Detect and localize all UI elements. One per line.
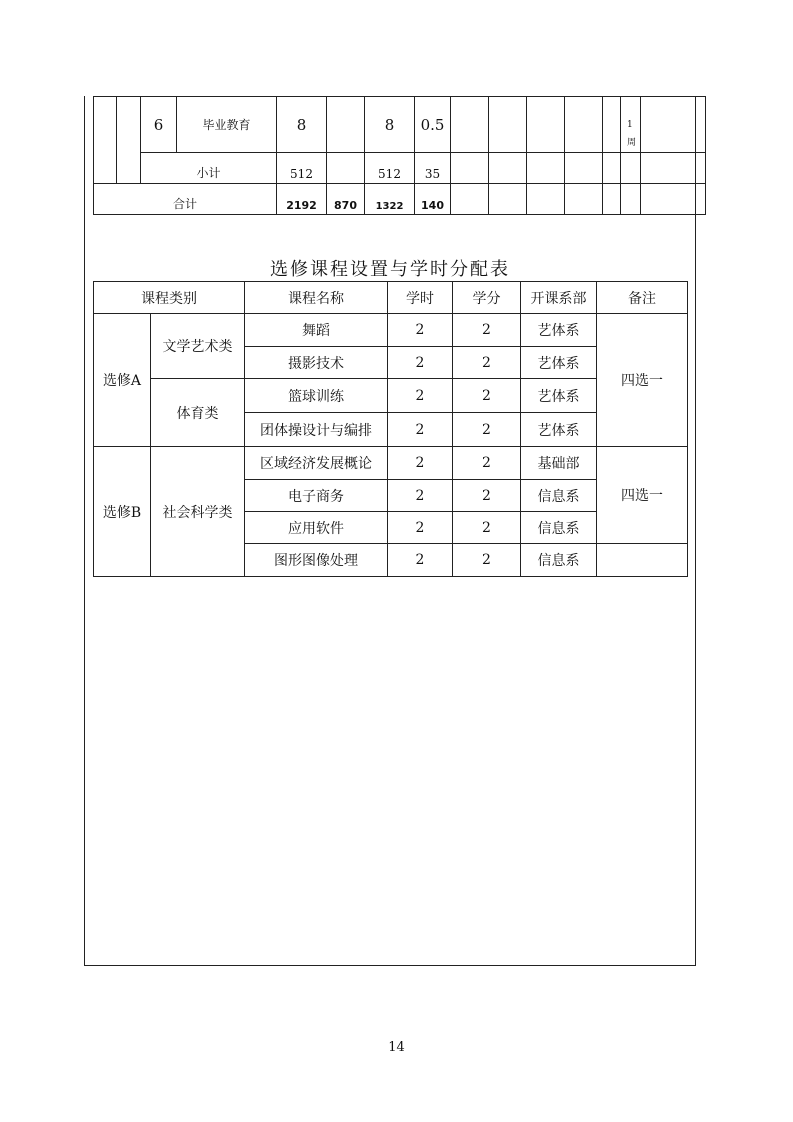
subtotal-total: 512 xyxy=(277,153,327,184)
course-name: 团体操设计与编排 xyxy=(245,413,388,447)
course-dept: 信息系 xyxy=(521,512,597,544)
course-hours: 2 xyxy=(388,347,453,379)
header-credit: 学分 xyxy=(453,282,521,314)
course-hours: 2 xyxy=(388,379,453,413)
subtotal-practice: 512 xyxy=(365,153,415,184)
course-credit: 2 xyxy=(453,544,521,577)
course-dept: 艺体系 xyxy=(521,347,597,379)
practice-hours-cell: 8 xyxy=(365,97,415,153)
course-name: 篮球训练 xyxy=(245,379,388,413)
group-label: 选修B xyxy=(94,447,151,577)
group-note: 四选一 xyxy=(597,314,688,447)
course-hours-table xyxy=(93,96,706,215)
elective-course-table xyxy=(93,281,688,577)
subtotal-label: 小计 xyxy=(141,153,277,184)
week-note-number: 1 xyxy=(627,120,633,130)
header-hours: 学时 xyxy=(388,282,453,314)
course-name: 应用软件 xyxy=(245,512,388,544)
grand-total-practice: 1322 xyxy=(365,184,415,215)
header-row xyxy=(94,282,688,314)
group-label: 选修A xyxy=(94,314,151,447)
subtotal-row xyxy=(94,153,706,184)
course-name-cell: 毕业教育 xyxy=(177,97,277,153)
subtotal-theory xyxy=(327,153,365,184)
week-note-unit: 周 xyxy=(627,138,637,148)
course-credit: 2 xyxy=(453,480,521,512)
course-name: 电子商务 xyxy=(245,480,388,512)
course-hours: 2 xyxy=(388,314,453,347)
group-note: 四选一 xyxy=(597,447,688,544)
total-hours-cell: 8 xyxy=(277,97,327,153)
course-dept: 艺体系 xyxy=(521,379,597,413)
seq-cell: 6 xyxy=(141,97,177,153)
course-dept: 信息系 xyxy=(521,480,597,512)
week-note-cell xyxy=(621,97,641,153)
course-hours: 2 xyxy=(388,544,453,577)
course-credit: 2 xyxy=(453,314,521,347)
course-hours: 2 xyxy=(388,480,453,512)
grand-total-theory: 870 xyxy=(327,184,365,215)
course-credit: 2 xyxy=(453,512,521,544)
table-row xyxy=(94,314,688,347)
table-row xyxy=(94,447,688,480)
course-dept: 艺体系 xyxy=(521,413,597,447)
elective-table-title: 选修课程设置与学时分配表 xyxy=(270,259,510,280)
theory-hours-cell xyxy=(327,97,365,153)
course-dept: 艺体系 xyxy=(521,314,597,347)
header-category: 课程类别 xyxy=(94,282,245,314)
grand-total-total: 2192 xyxy=(277,184,327,215)
course-dept: 信息系 xyxy=(521,544,597,577)
course-credit: 2 xyxy=(453,347,521,379)
header-dept: 开课系部 xyxy=(521,282,597,314)
table-row xyxy=(94,97,706,153)
header-name: 课程名称 xyxy=(245,282,388,314)
course-name: 摄影技术 xyxy=(245,347,388,379)
credit-cell: 0.5 xyxy=(415,97,451,153)
course-hours: 2 xyxy=(388,447,453,480)
course-dept: 基础部 xyxy=(521,447,597,480)
grand-total-row xyxy=(94,184,706,215)
subtotal-credit: 35 xyxy=(415,153,451,184)
course-name: 图形图像处理 xyxy=(245,544,388,577)
subgroup-label: 体育类 xyxy=(151,379,245,447)
grand-total-label: 合计 xyxy=(94,184,277,215)
course-name: 舞蹈 xyxy=(245,314,388,347)
course-hours: 2 xyxy=(388,413,453,447)
subgroup-label: 社会科学类 xyxy=(151,447,245,577)
course-credit: 2 xyxy=(453,447,521,480)
subgroup-label: 文学艺术类 xyxy=(151,314,245,379)
grand-total-credit: 140 xyxy=(415,184,451,215)
course-credit: 2 xyxy=(453,379,521,413)
course-hours: 2 xyxy=(388,512,453,544)
course-credit: 2 xyxy=(453,413,521,447)
course-name: 区域经济发展概论 xyxy=(245,447,388,480)
page-number: 14 xyxy=(388,1040,405,1055)
header-note: 备注 xyxy=(597,282,688,314)
